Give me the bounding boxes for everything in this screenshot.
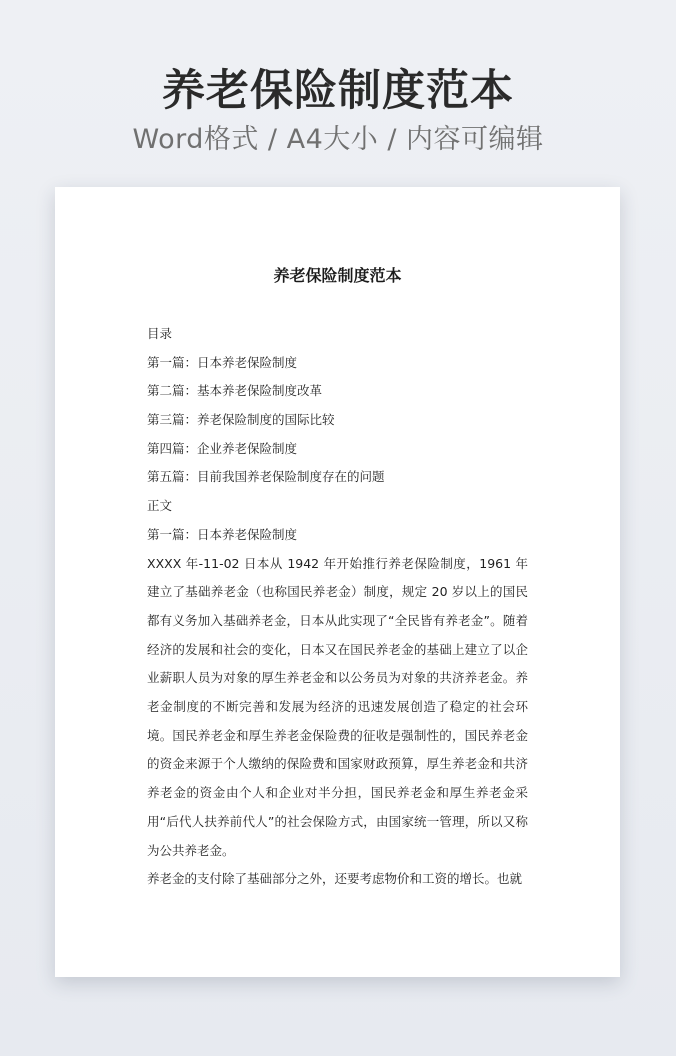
- body-heading: 正文: [147, 498, 173, 514]
- document-title: 养老保险制度范本: [273, 266, 402, 285]
- toc-item: 第四篇：企业养老保险制度: [147, 440, 298, 456]
- section-heading: 第一篇：日本养老保险制度: [147, 526, 298, 542]
- toc-item: 第一篇：日本养老保险制度: [147, 354, 298, 370]
- body-paragraph: 养老金的支付除了基础部分之外，还要考虑物价和工资的增长。也就: [147, 871, 523, 887]
- toc-item: 第二篇：基本养老保险制度改革: [147, 383, 323, 399]
- hero-title: 养老保险制度范本: [162, 66, 514, 116]
- hero-subtitle: Word格式 / A4大小 / 内容可编辑: [132, 124, 544, 155]
- toc-item: 第五篇：目前我国养老保险制度存在的问题: [147, 469, 385, 485]
- document-body: [147, 320, 528, 894]
- document-page: [55, 187, 620, 977]
- hero-header: [0, 62, 676, 158]
- toc-heading: 目录: [147, 326, 173, 341]
- toc-item: 第三篇：养老保险制度的国际比较: [147, 412, 335, 428]
- body-paragraph: XXXX 年-11-02 日本从 1942 年开始推行养老保险制度，1961 年建立了基础养老金（也称国民养老金）制度，规定 20 岁以上的国民都有义务加入基础养老金，日本从此实现了“全民皆有养老金”。随着经济的发展和社会的变化，日本又在国民养老金的基础上建立了以企业薪职人员为对象的厚生养老金和以公务员为对象的共济养老金。养老金制度的不断完善和发展为经济的迅速发展创造了稳定的社会环境。国民养老金和厚生养老金保险费的征收是强制性的，国民养老金的资金来源于个人缴纳的保险费和国家财政预算，厚生养老金和共济养老金的资金由个人和企业对半分担，国民养老金和厚生养老金采用“后代人扶养前代人”的社会保险方式，由国家统一管理，所以又称为公共养老金。: [147, 555, 528, 858]
